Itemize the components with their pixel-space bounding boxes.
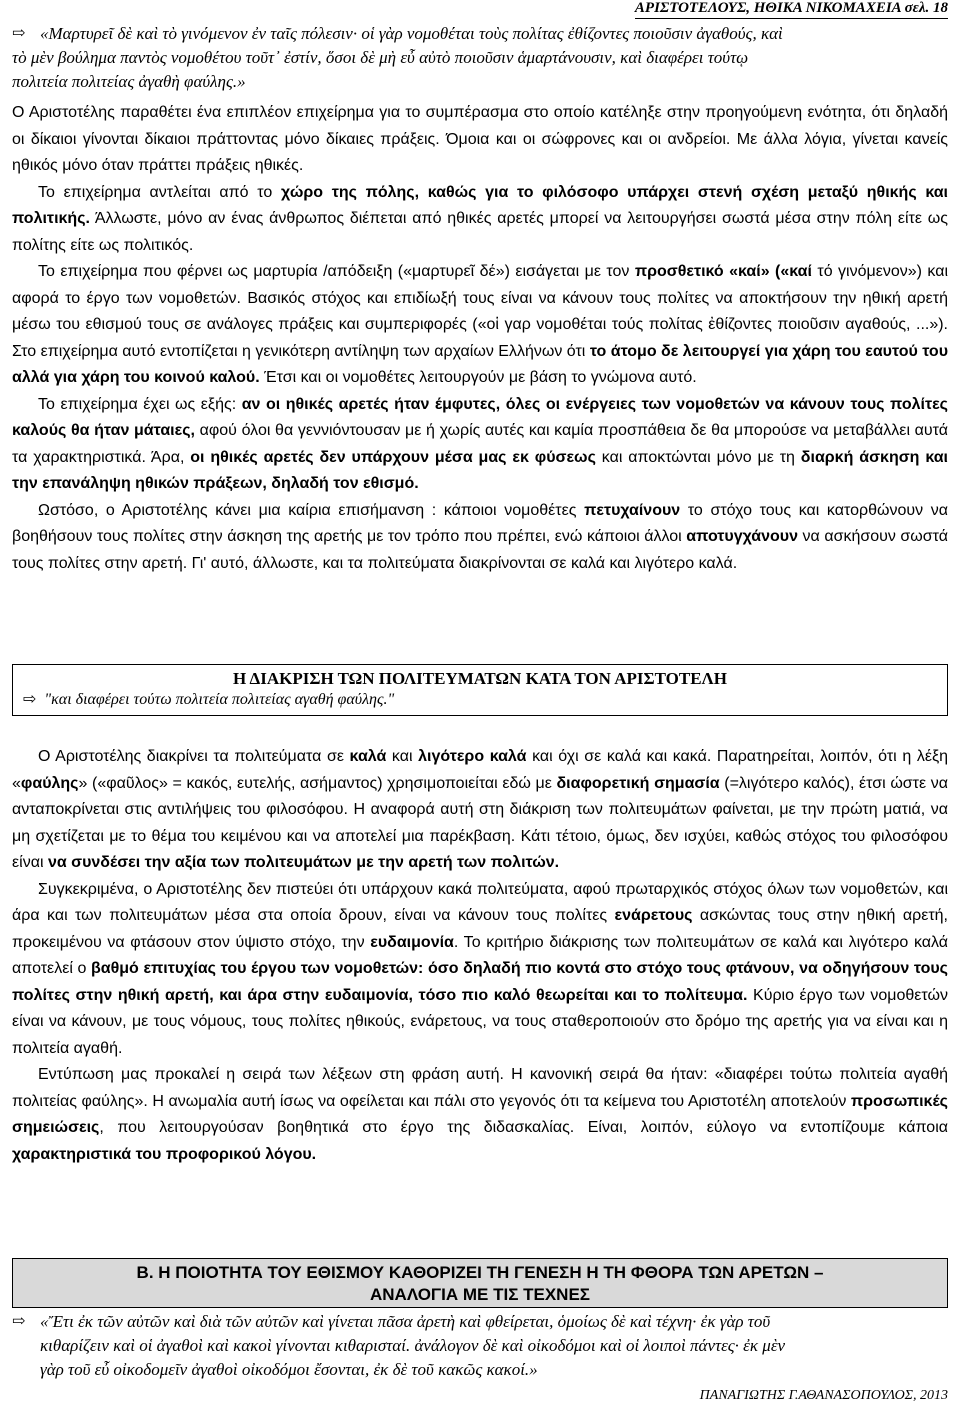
paragraph: Συγκεκριμένα, ο Αριστοτέλης δεν πιστεύει ότι υπάρχουν κακά πολιτεύματα, αφού πρωταρχικός στόχος όλων των νομοθετών, και άρα και των πολιτευμάτων μέσα στα οποία δρουν, είναι να κάνουν τους πολίτες ενάρετους ασκώντας τους στην ηθική αρετή, προκειμένου να φτάσουν στον ύψιστο στόχο, την ευδαιμονία. Το κριτήριο διάκρισης των πολιτευμάτων σε καλά και λιγότερο καλά αποτελεί ο βαθμό επιτυχίας του έργου των νομοθετών: όσο δηλαδή πιο κοντά στο στόχο τους φτάνουν, να οδηγήσουν τους πολίτες στην ηθική αρετή, και άρα στην ευδαιμονία, τόσο πιο καλό θεωρείται και το πολίτευμα. Κύριο έργο των νομοθετών είναι να κάνουν, με τους νόμους, τους πολίτες ηθικούς, ενάρετους, να τους σταθεροποιούν στο δρόμο της αρετής για να είναι και η πολιτεία αγαθή. xyxy=(12,880,949,1057)
quote-line: «Ἔτι ἐκ τῶν αὐτῶν καὶ διὰ τῶν αὐτῶν καὶ γίνεται πᾶσα ἀρετὴ καὶ φθείρεται, ὁμοίως δὲ καὶ τέχνη· ἐκ γὰρ τοῦ xyxy=(40,1312,771,1331)
commentary-section-1 xyxy=(12,100,948,577)
paragraph: Ο Αριστοτέλης παραθέτει ένα επιπλέον επιχείρημα για το συμπέρασμα στο οποίο κατέληξε στην προηγούμενη ενότητα, ότι δηλαδή οι δίκαιοι γίνονται δίκαιοι πράττοντας μόνο δίκαιες πράξεις. Όμοια και οι σώφρονες και οι ανδρείοι. Με άλλα λόγια, γίνεται κανείς ηθικός μόνο όταν πράττει πράξεις ηθικές. xyxy=(12,104,948,174)
arrow-right-icon: ⇨ xyxy=(23,691,37,708)
commentary-section-2 xyxy=(12,744,948,1168)
section-b-heading xyxy=(12,1258,948,1308)
paragraph: Το επιχείρημα αντλείται από το χώρο της πόλης, καθώς για το φιλόσοφο υπάρχει στενή σχέση μεταξύ ηθικής και πολιτικής. Άλλωστε, μόνο αν ένας άνθρωπος διέπεται από ηθικές αρετές μπορεί να λειτουργήσει σωστά μέσα στην πόλη είτε ως πολίτης είτε ως πολιτικός. xyxy=(12,183,949,254)
ancient-quote-1 xyxy=(12,22,948,94)
quote-line: πολιτεία πολιτείας ἀγαθὴ φαύλης.» xyxy=(12,72,246,91)
section-b-title-line: ΑΝΑΛΟΓΙΑ ΜΕ ΤΙΣ ΤΕΧΝΕΣ xyxy=(369,1285,590,1304)
arrow-right-icon: ⇨ xyxy=(12,1313,26,1330)
paragraph: Ωστόσο, ο Αριστοτέλης κάνει μια καίρια επισήμανση : κάποιοι νομοθέτες πετυχαίνουν το στόχο τους και κατορθώνουν να βοηθήσουν τους πολίτες στην άσκηση της αρετής με τον τρόπο που πρέπει, ενώ κάποιοι άλλοι αποτυγχάνουν να ασκήσουν σωστά τους πολίτες στην αρετή. Γι' αυτό, άλλωστε, και τα πολιτεύματα διακρίνονται σε καλά και λιγότερο καλά. xyxy=(12,501,949,572)
paragraph: Το επιχείρημα έχει ως εξής: αν οι ηθικές αρετές ήταν έμφυτες, όλες οι ενέργειες των νομοθετών να κάνουν τους πολίτες καλούς θα ήταν μάταιες, αφού όλοι θα γεννιόντουσαν με ή χωρίς αυτές και καμία προσπάθεια δε θα μπορούσε να μεταβάλλει αυτά τα χαρακτηριστικά. Άρα, οι ηθικές αρετές δεν υπάρχουν μέσα μας εκ φύσεως και αποκτώνται μόνο με τη διαρκή άσκηση και την επανάληψη ηθικών πράξεων, δηλαδή τον εθισμό. xyxy=(12,395,948,492)
quote-line: τὸ μὲν βούλημα παντὸς νομοθέτου τοῦτ᾽ ἐστίν, ὅσοι δὲ μὴ εὖ αὐτὸ ποιοῦσιν ἁμαρτάνουσιν, καὶ διαφέρει τούτῳ xyxy=(12,48,749,67)
section-heading-box xyxy=(12,664,948,716)
section-title: Η ΔΙΑΚΡΙΣΗ ΤΩΝ ΠΟΛΙΤΕΥΜΑΤΩΝ ΚΑΤΑ ΤΟΝ ΑΡΙΣΤΟΤΕΛΗ xyxy=(233,669,727,688)
paragraph: Εντύπωση μας προκαλεί η σειρά των λέξεων στη φράση αυτή. Η κανονική σειρά θα ήταν: «διαφέρει τούτω πολιτεία αγαθή πολιτείας φαύλης». Η ανωμαλία αυτή ίσως να οφείλεται και πάλι στο γεγονός ότι τα κείμενα του Αριστοτέλη αποτελούν προσωπικές σημειώσεις, που λειτουργούσαν βοηθητικά στο έργο της διδασκαλίας. Είναι, λοιπόν, εύλογο να εντοπίζουμε κάποια χαρακτηριστικά του προφορικού λόγου. xyxy=(12,1066,948,1163)
box-subtitle: ⇨ "και διαφέρει τούτω πολιτεία πολιτείας αγαθή φαύλης." xyxy=(23,691,395,708)
paragraph: Το επιχείρημα που φέρνει ως μαρτυρία /απόδειξη («μαρτυρεῖ δέ») εισάγεται με τον προσθετικό «καί» («καί τό γινόμενον») και αφορά το έργο των νομοθετών. Βασικός στόχος και επιδίωξή τους είναι να κάνουν τους πολίτες να αποκτήσουν την ηθική αρετή μέσω του εθισμού τους σε ανάλογες πράξεις και συμπεριφορές («οἱ γαρ νομοθέται τούς πολίτας ἐθίζοντες ποιοῦσιν αγαθούς, ...»). Στο επιχείρημα αυτό εντοπίζεται η γενικότερη αντίληψη των αρχαίων Ελλήνων ότι το άτομο δε λειτουργεί για χάρη του εαυτού του αλλά για χάρη του κοινού καλού. Έτσι και οι νομοθέτες λειτουργούν με βάση το γνώμονα αυτό. xyxy=(12,263,949,386)
quote-line: γὰρ τοῦ εὖ οἰκοδομεῖν ἀγαθοὶ οἰκοδόμοι ἔσονται, ἐκ δὲ τοῦ κακῶς κακοί.» xyxy=(40,1360,538,1379)
arrow-right-icon: ⇨ xyxy=(12,25,26,42)
ancient-quote-2 xyxy=(12,1310,948,1382)
quote-line: «Μαρτυρεῖ δὲ καὶ τὸ γινόμενον ἐν ταῖς πόλεσιν· οἱ γὰρ νομοθέται τοὺς πολίτας ἐθίζοντες ποιοῦσιν ἀγαθούς, καὶ xyxy=(40,24,783,43)
quote-line: κιθαρίζειν καὶ οἱ ἀγαθοὶ καὶ κακοὶ γίνονται κιθαρισταί. ἀνάλογον δὲ καὶ οἰκοδόμοι καὶ οἱ λοιποὶ πάντες· ἐκ μὲν xyxy=(40,1336,786,1355)
section-b-title-line: Β. Η ΠΟΙΟΤΗΤΑ ΤΟΥ ΕΘΙΣΜΟΥ ΚΑΘΟΡΙΖΕΙ ΤΗ ΓΕΝΕΣΗ Η ΤΗ ΦΘΟΡΑ ΤΩΝ ΑΡΕΤΩΝ – xyxy=(136,1263,824,1282)
author-footer: ΠΑΝΑΓΙΩΤΗΣ Γ.ΑΘΑΝΑΣΟΠΟΥΛΟΣ, 2013 xyxy=(699,1388,948,1403)
running-header: ΑΡΙΣΤΟΤΕΛΟΥΣ, ΗΘΙΚΑ ΝΙΚΟΜΑΧΕΙΑ σελ. 18 xyxy=(635,0,948,19)
paragraph: Ο Αριστοτέλης διακρίνει τα πολιτεύματα σε καλά και λιγότερο καλά και όχι σε καλά και κακά. Παρατηρείται, λοιπόν, ότι η λέξη «φαύλης» («φαῦλος» = κακός, ευτελής, ασήμαντος) χρησιμοποιείται εδώ με διαφορετική σημασία (=λιγότερο καλός), έτσι ώστε να ανταποκρίνεται στις αντιλήψεις του φιλοσόφου. Η αναφορά αυτή στη διάκριση των πολιτευμάτων φαίνεται, με την πρώτη ματιά, να μη σχετίζεται με το θέμα του κειμένου και να αποτελεί μια παρέκβαση. Κάτι τέτοιο, όμως, δεν ισχύει, καθώς στόχος του φιλοσόφου είναι να συνδέσει την αξία των πολιτευμάτων με την αρετή των πολιτών. xyxy=(12,748,949,871)
